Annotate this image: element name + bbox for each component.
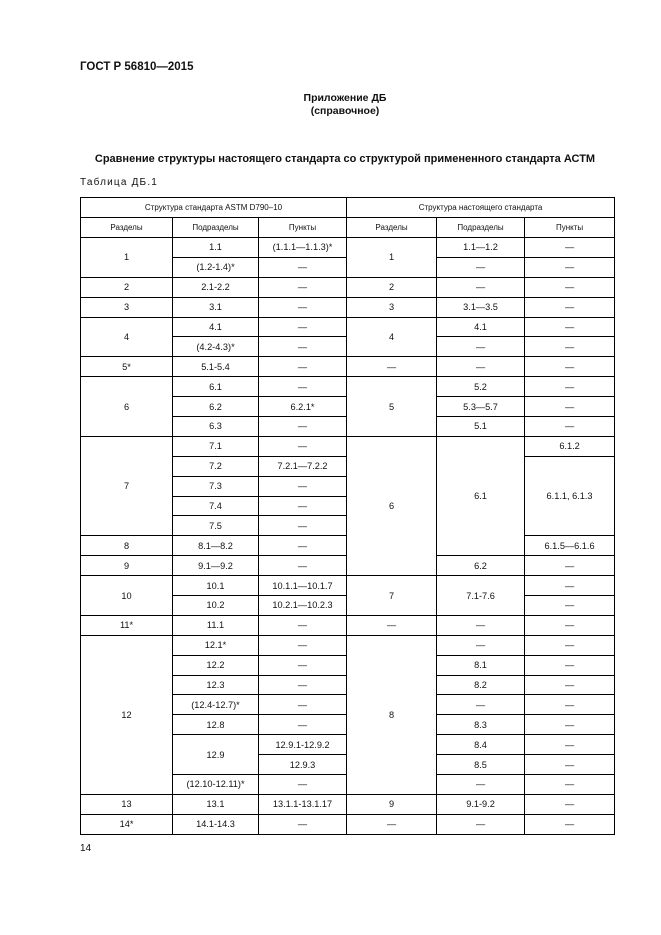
table-cell: 3 bbox=[347, 297, 437, 317]
table-cell: 10.1 bbox=[173, 576, 259, 596]
table-cell: 5.2 bbox=[437, 377, 525, 397]
table-cell: — bbox=[525, 377, 615, 397]
table-cell: 12.3 bbox=[173, 675, 259, 695]
table-cell: — bbox=[259, 257, 347, 277]
table-cell: — bbox=[437, 337, 525, 357]
table-cell: — bbox=[525, 257, 615, 277]
table-cell: 12.2 bbox=[173, 655, 259, 675]
table-cell: 3 bbox=[81, 297, 173, 317]
table-cell: 6.2 bbox=[173, 397, 259, 417]
table-cell: 9 bbox=[347, 794, 437, 814]
table-cell: — bbox=[437, 635, 525, 655]
table-cell: — bbox=[259, 615, 347, 635]
appendix-subtitle: (справочное) bbox=[310, 105, 380, 117]
table-cell: — bbox=[259, 556, 347, 576]
table-cell: — bbox=[259, 317, 347, 337]
table-cell: — bbox=[525, 615, 615, 635]
table-cell: — bbox=[525, 337, 615, 357]
table-cell: — bbox=[347, 814, 437, 834]
table-cell: 2.1-2.2 bbox=[173, 277, 259, 297]
table-cell: — bbox=[259, 337, 347, 357]
table-cell: — bbox=[525, 357, 615, 377]
table-cell: 10.2 bbox=[173, 596, 259, 616]
table-cell: — bbox=[525, 735, 615, 755]
table-cell: 8.5 bbox=[437, 755, 525, 775]
table-cell: — bbox=[525, 556, 615, 576]
table-cell: 12.8 bbox=[173, 715, 259, 735]
table-cell: — bbox=[259, 476, 347, 496]
table-row bbox=[81, 635, 615, 655]
table-cell: — bbox=[525, 277, 615, 297]
table-cell: 1 bbox=[81, 238, 173, 278]
table-cell: 6.3 bbox=[173, 417, 259, 437]
column-header: Разделы bbox=[81, 218, 173, 238]
table-cell: 3.1 bbox=[173, 297, 259, 317]
table-cell: 7 bbox=[347, 576, 437, 616]
table-cell: — bbox=[525, 715, 615, 735]
table-cell: — bbox=[259, 536, 347, 556]
table-cell: 7.1 bbox=[173, 436, 259, 456]
table-cell: 13.1 bbox=[173, 794, 259, 814]
table-cell: — bbox=[259, 436, 347, 456]
table-cell: 6.1.1, 6.1.3 bbox=[525, 456, 615, 536]
table-row bbox=[81, 814, 615, 834]
table-cell: — bbox=[259, 417, 347, 437]
table-row bbox=[81, 615, 615, 635]
table-cell: 5.1 bbox=[437, 417, 525, 437]
table-cell: 10 bbox=[81, 576, 173, 616]
table-row bbox=[81, 297, 615, 317]
table-cell: 7.1-7.6 bbox=[437, 576, 525, 616]
table-cell: — bbox=[259, 377, 347, 397]
table-cell: 9.1—9.2 bbox=[173, 556, 259, 576]
column-header: Подразделы bbox=[173, 218, 259, 238]
table-cell: — bbox=[437, 277, 525, 297]
table-cell: 13.1.1-13.1.17 bbox=[259, 794, 347, 814]
table-cell: 6 bbox=[347, 436, 437, 575]
appendix-title: Приложение ДБ bbox=[303, 92, 387, 104]
table-cell: 12.9 bbox=[173, 735, 259, 775]
table-cell: (4.2-4.3)* bbox=[173, 337, 259, 357]
table-cell: — bbox=[525, 635, 615, 655]
table-cell: — bbox=[437, 357, 525, 377]
table-row bbox=[81, 377, 615, 397]
table-cell: — bbox=[525, 675, 615, 695]
table-cell: — bbox=[437, 814, 525, 834]
table-cell: (1.1.1—1.1.3)* bbox=[259, 238, 347, 258]
table-cell: 5.1-5.4 bbox=[173, 357, 259, 377]
table-cell: 5* bbox=[81, 357, 173, 377]
column-header: Пункты bbox=[525, 218, 615, 238]
table-cell: — bbox=[525, 576, 615, 596]
table-cell: 12 bbox=[81, 635, 173, 794]
table-cell: — bbox=[525, 317, 615, 337]
table-cell: — bbox=[525, 794, 615, 814]
table-cell: (12.10-12.11)* bbox=[173, 775, 259, 795]
table-cell: 2 bbox=[347, 277, 437, 297]
table-cell: (1.2-1.4)* bbox=[173, 257, 259, 277]
table-row bbox=[81, 277, 615, 297]
table-cell: 6.2 bbox=[437, 556, 525, 576]
table-cell: 7.2.1—7.2.2 bbox=[259, 456, 347, 476]
table-cell: 12.1* bbox=[173, 635, 259, 655]
table-row bbox=[81, 357, 615, 377]
table-cell: 8.1 bbox=[437, 655, 525, 675]
table-cell: — bbox=[437, 257, 525, 277]
table-cell: — bbox=[259, 715, 347, 735]
table-cell: 6.2.1* bbox=[259, 397, 347, 417]
table-cell: 12.9.1-12.9.2 bbox=[259, 735, 347, 755]
table-cell: 4 bbox=[347, 317, 437, 357]
table-cell: — bbox=[259, 277, 347, 297]
table-cell: 8.2 bbox=[437, 675, 525, 695]
table-cell: 5 bbox=[347, 377, 437, 437]
table-cell: — bbox=[259, 695, 347, 715]
table-cell: — bbox=[525, 655, 615, 675]
table-cell: — bbox=[437, 615, 525, 635]
table-cell: 7.5 bbox=[173, 516, 259, 536]
table-cell: — bbox=[347, 357, 437, 377]
table-row bbox=[81, 238, 615, 258]
table-cell: — bbox=[259, 814, 347, 834]
table-cell: — bbox=[525, 814, 615, 834]
table-cell: 7.2 bbox=[173, 456, 259, 476]
table-cell: 1 bbox=[347, 238, 437, 278]
table-cell: (12.4-12.7)* bbox=[173, 695, 259, 715]
table-cell: — bbox=[525, 417, 615, 437]
table-cell: — bbox=[259, 675, 347, 695]
table-cell: — bbox=[259, 516, 347, 536]
document-code: ГОСТ Р 56810—2015 bbox=[80, 61, 194, 73]
table-cell: 6.1.2 bbox=[525, 436, 615, 456]
table-cell: — bbox=[525, 775, 615, 795]
table-row bbox=[81, 576, 615, 596]
table-cell: — bbox=[259, 357, 347, 377]
section-title: Сравнение структуры настоящего стандарта со структурой примененного стандарта АСТМ bbox=[94, 153, 596, 165]
table-caption: Таблица ДБ.1 bbox=[80, 177, 159, 188]
table-cell: 8 bbox=[347, 635, 437, 794]
table-cell: 6.1 bbox=[173, 377, 259, 397]
comparison-table bbox=[80, 197, 615, 835]
table-cell: 4.1 bbox=[173, 317, 259, 337]
table-cell: 3.1—3.5 bbox=[437, 297, 525, 317]
table-cell: 7.4 bbox=[173, 496, 259, 516]
header-astm-structure: Структура стандарта ASTM D790–10 bbox=[81, 198, 347, 218]
table-cell: 5.3—5.7 bbox=[437, 397, 525, 417]
table-cell: — bbox=[259, 635, 347, 655]
table-cell: — bbox=[347, 615, 437, 635]
table-cell: 2 bbox=[81, 277, 173, 297]
table-cell: 14* bbox=[81, 814, 173, 834]
table-cell: 6.1 bbox=[437, 436, 525, 555]
table-cell: 9 bbox=[81, 556, 173, 576]
table-row bbox=[81, 436, 615, 456]
table-cell: — bbox=[525, 297, 615, 317]
table-cell: — bbox=[525, 755, 615, 775]
table-cell: — bbox=[259, 655, 347, 675]
table-cell: 7.3 bbox=[173, 476, 259, 496]
table-cell: — bbox=[525, 397, 615, 417]
table-cell: — bbox=[525, 695, 615, 715]
table-cell: 12.9.3 bbox=[259, 755, 347, 775]
table-cell: 10.1.1—10.1.7 bbox=[259, 576, 347, 596]
column-header: Пункты bbox=[259, 218, 347, 238]
table-cell: — bbox=[259, 297, 347, 317]
header-current-structure: Структура настоящего стандарта bbox=[347, 198, 615, 218]
table-cell: 11.1 bbox=[173, 615, 259, 635]
table-cell: 9.1-9.2 bbox=[437, 794, 525, 814]
table-cell: 6.1.5—6.1.6 bbox=[525, 536, 615, 556]
table-cell: 4 bbox=[81, 317, 173, 357]
table-cell: 13 bbox=[81, 794, 173, 814]
table-cell: 8.4 bbox=[437, 735, 525, 755]
table-cell: 11* bbox=[81, 615, 173, 635]
column-header: Подразделы bbox=[437, 218, 525, 238]
table-cell: — bbox=[437, 775, 525, 795]
table-cell: 6 bbox=[81, 377, 173, 437]
table-cell: 7 bbox=[81, 436, 173, 535]
table-cell: 14.1-14.3 bbox=[173, 814, 259, 834]
table-cell: 1.1 bbox=[173, 238, 259, 258]
table-cell: — bbox=[259, 775, 347, 795]
table-cell: 8.1—8.2 bbox=[173, 536, 259, 556]
table-cell: — bbox=[437, 695, 525, 715]
table-cell: — bbox=[259, 496, 347, 516]
table-row bbox=[81, 794, 615, 814]
table-cell: 4.1 bbox=[437, 317, 525, 337]
table-cell: 10.2.1—10.2.3 bbox=[259, 596, 347, 616]
page-number: 14 bbox=[80, 843, 92, 854]
table-cell: — bbox=[525, 238, 615, 258]
table-cell: 8 bbox=[81, 536, 173, 556]
table-cell: — bbox=[525, 596, 615, 616]
table-row bbox=[81, 317, 615, 337]
table-cell: 8.3 bbox=[437, 715, 525, 735]
table-cell: 1.1—1.2 bbox=[437, 238, 525, 258]
column-header: Разделы bbox=[347, 218, 437, 238]
